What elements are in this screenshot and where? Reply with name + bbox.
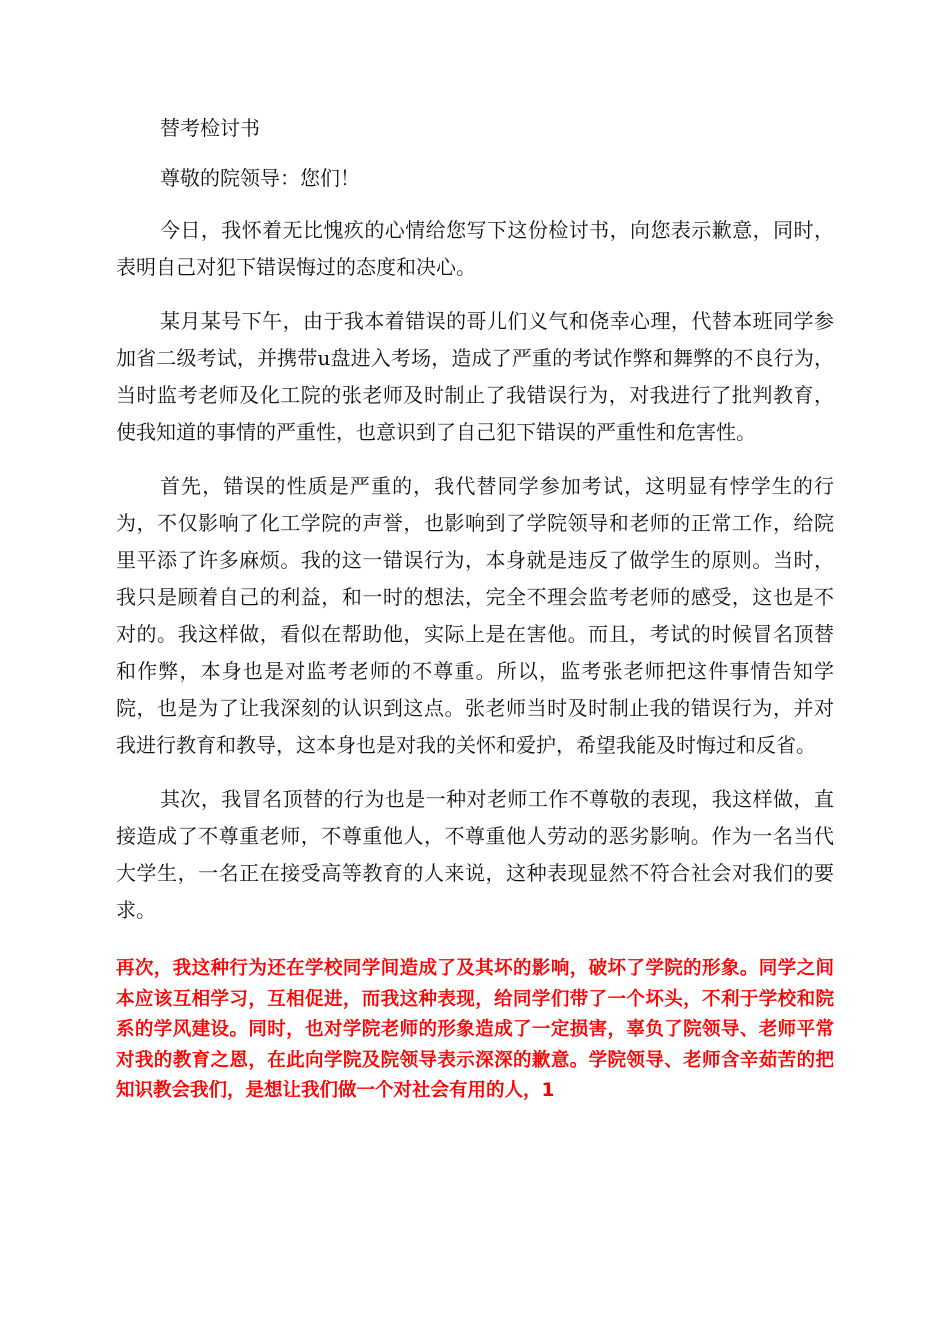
document-body [116,113,834,1107]
paragraph-highlighted: 再次，我这种行为还在学校同学间造成了及其坏的影响，破坏了学院的形象。同学之间本应该互相学习，互相促进，而我这种表现，给同学们带了一个坏头，不利于学校和院系的学风建设。同时，也对学院老师的形象造成了一定损害，辜负了院领导、老师平常对我的教育之恩，在此向学院及院领导表示深深的歉意。学院领导、老师含辛茹苦的把知识教会我们，是想让我们做一个对社会有用的人，1 [116,958,834,1101]
paragraph-second-point: 其次，我冒名顶替的行为也是一种对老师工作不尊敬的表现，我这样做，直接造成了不尊重老师，不尊重他人，不尊重他人劳动的恶劣影响。作为一名当代大学生，一名正在接受高等教育的人来说，这种表现显然不符合社会对我们的要求。 [116,787,834,922]
document-title: 替考检讨书 [160,116,260,140]
paragraph-incident: 某月某号下午，由于我本着错误的哥儿们义气和侥幸心理，代替本班同学参加省二级考试，并携带u盘进入考场，造成了严重的考试作弊和舞弊的不良行为，当时监考老师及化工院的张老师及时制止了我错误行为，对我进行了批判教育，使我知道的事情的严重性，也意识到了自己犯下错误的严重性和危害性。 [116,309,834,444]
paragraph-first-point: 首先，错误的性质是严重的，我代替同学参加考试，这明显有悖学生的行为，不仅影响了化工学院的声誉，也影响到了学院领导和老师的正常工作，给院里平添了许多麻烦。我的这一错误行为，本身就是违反了做学生的原则。当时，我只是顾着自己的利益，和一时的想法，完全不理会监考老师的感受，这也是不对的。我这样做，看似在帮助他，实际上是在害他。而且，考试的时候冒名顶替和作弊，本身也是对监考老师的不尊重。所以，监考张老师把这件事情告知学院，也是为了让我深刻的认识到这点。张老师当时及时制止我的错误行为，并对我进行教育和教导，这本身也是对我的关怀和爱护，希望我能及时悔过和反省。 [116,474,834,757]
paragraph-intro: 今日，我怀着无比愧疚的心情给您写下这份检讨书，向您表示歉意，同时，表明自己对犯下错误悔过的态度和决心。 [116,218,834,279]
salutation: 尊敬的院领导：您们！ [160,166,360,190]
